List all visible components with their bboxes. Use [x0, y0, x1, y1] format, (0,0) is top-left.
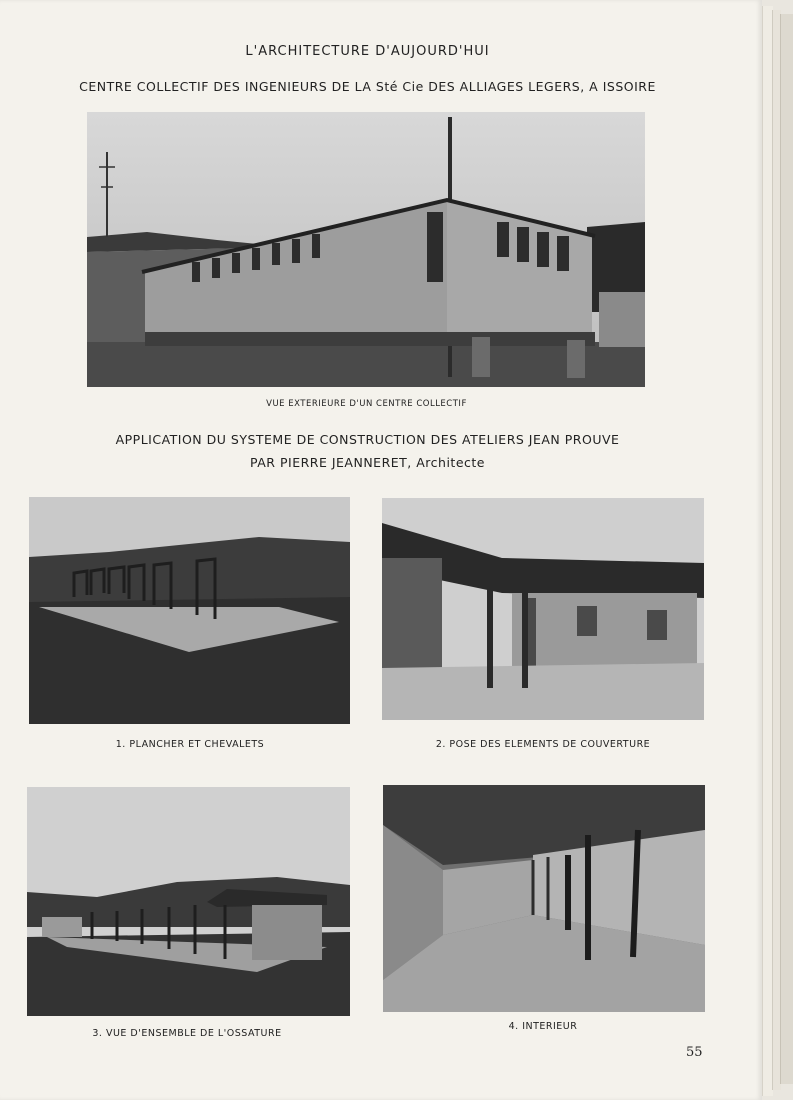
- photo-1-caption: 1. PLANCHER ET CHEVALETS: [115, 739, 265, 750]
- photo-floor-and-trestles: [29, 497, 350, 724]
- page-edge: [780, 14, 793, 1084]
- photo-2-caption: 2. POSE DES ELEMENTS DE COUVERTURE: [435, 739, 651, 750]
- exterior-photo: [87, 112, 645, 387]
- photo-frame-overview: [27, 787, 350, 1016]
- subtitle-line-2: PAR PIERRE JEANNERET, Architecte: [250, 455, 485, 470]
- photo-3-caption: 3. VUE D'ENSEMBLE DE L'OSSATURE: [92, 1028, 282, 1039]
- subtitle-line-1: APPLICATION DU SYSTEME DE CONSTRUCTION DES ATELIERS JEAN PROUVE: [115, 432, 620, 447]
- article-headline: CENTRE COLLECTIF DES INGENIEURS DE LA Sté Cie DES ALLIAGES LEGERS, A ISSOIRE: [79, 79, 656, 94]
- photo-roof-elements: [382, 498, 704, 720]
- photo-interior: [383, 785, 705, 1012]
- page-number: 55: [686, 1045, 703, 1060]
- photo-4-caption: 4. INTERIEUR: [508, 1021, 578, 1032]
- exterior-photo-caption: VUE EXTERIEURE D'UN CENTRE COLLECTIF: [266, 399, 467, 409]
- journal-title: L'ARCHITECTURE D'AUJOURD'HUI: [245, 44, 490, 59]
